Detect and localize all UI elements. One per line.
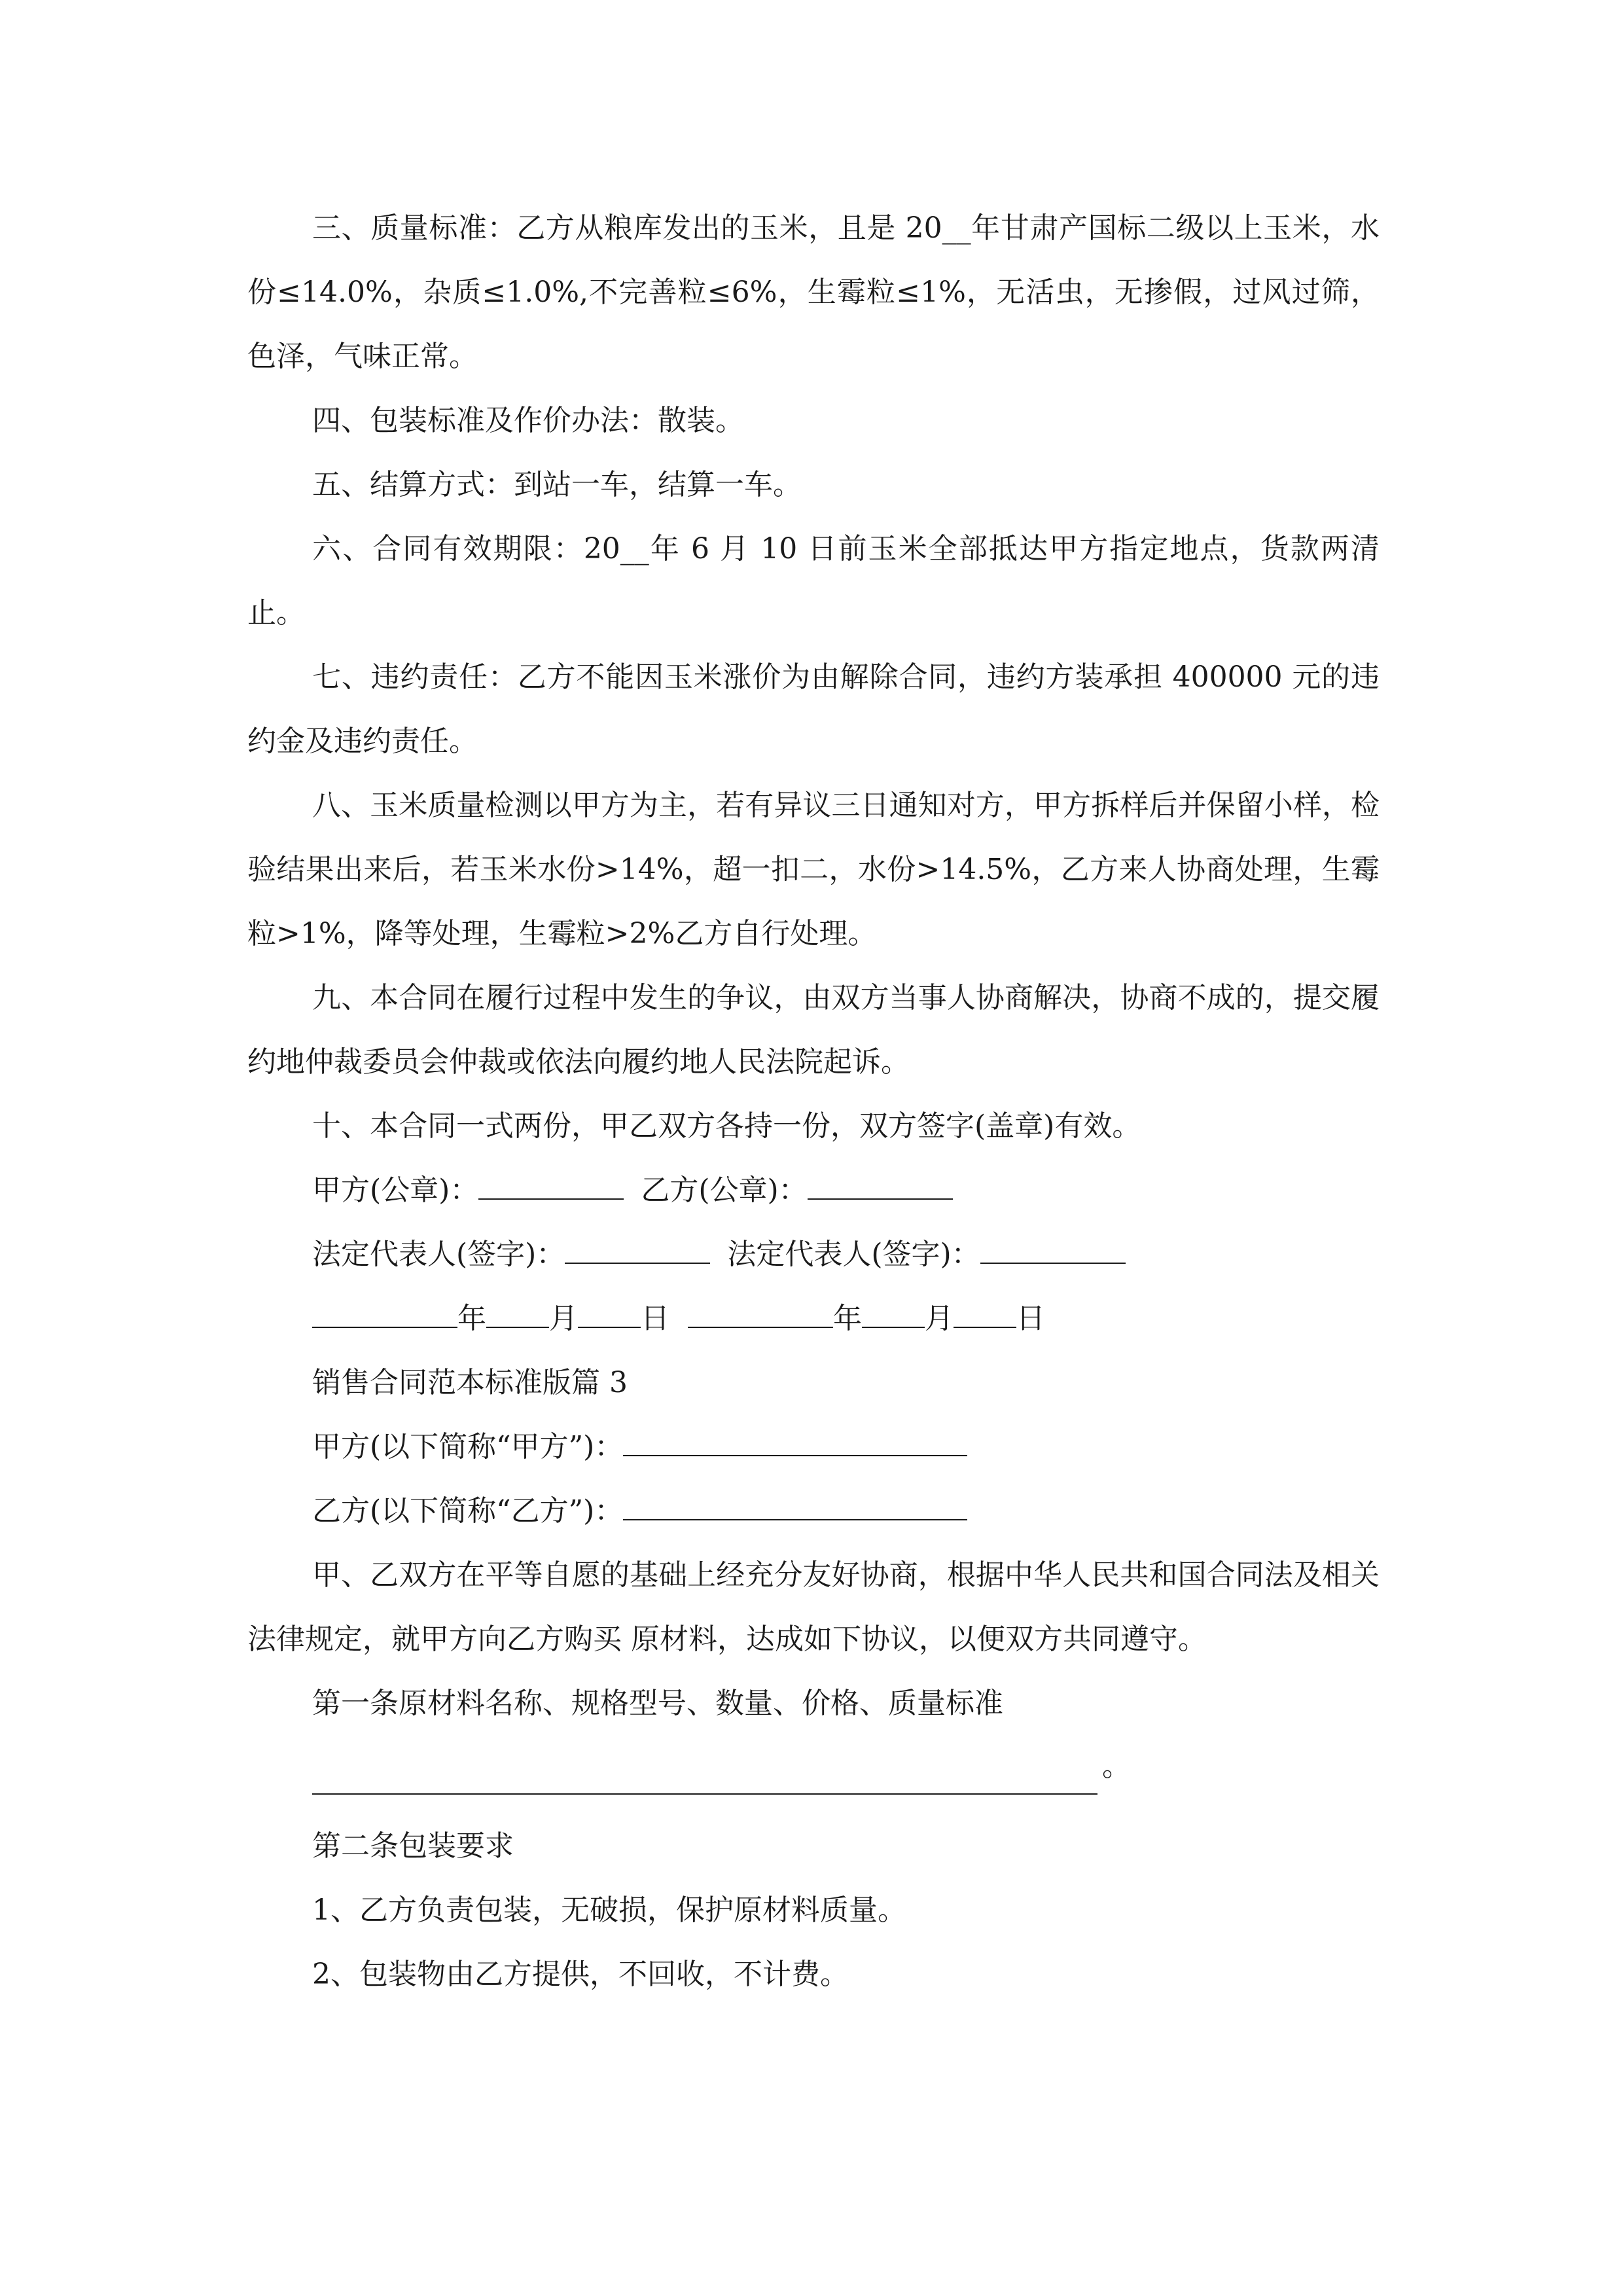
date-a-day-field[interactable] (578, 1302, 641, 1328)
date-b-month-label: 月 (925, 1302, 954, 1335)
clause-quality-standard: 三、质量标准：乙方从粮库发出的玉米，且是 20__年甘肃产国标二级以上玉米，水份≤14.0%，杂质≤1.0%,不完善粒≤6%，生霉粒≤1%，无活虫，无掺假，过风过筛，色泽，气味正常。 (247, 211, 1380, 373)
party-b-name-field[interactable] (623, 1494, 967, 1520)
date-b-day-label: 日 (1016, 1302, 1045, 1335)
clause-dispute-resolution: 九、本合同在履行过程中发生的争议，由双方当事人协商解决，协商不成的，提交履约地仲裁委员会仲裁或依法向履约地人民法院起诉。 (247, 981, 1380, 1079)
party-a-label: 甲方(以下简称“甲方”)： (312, 1430, 624, 1463)
party-a-name-field[interactable] (623, 1430, 967, 1456)
clause-copies: 十、本合同一式两份，甲乙双方各持一份，双方签字(盖章)有效。 (312, 1109, 1141, 1143)
party-a-seal-label: 甲方(公章)： (312, 1174, 479, 1207)
clause-validity-period: 六、合同有效期限：20__年 6 月 10 日前玉米全部抵达甲方指定地点，货款两清止。 (247, 532, 1380, 630)
date-a-day-label: 日 (641, 1302, 669, 1335)
article-1-field[interactable] (312, 1768, 1097, 1795)
clause-settlement: 五、结算方式：到站一车，结算一车。 (312, 468, 802, 501)
date-a-year-label: 年 (457, 1302, 486, 1335)
date-b-year-label: 年 (833, 1302, 862, 1335)
rep-b-label: 法定代表人(签字)： (727, 1238, 980, 1271)
contract-intro: 甲、乙双方在平等自愿的基础上经充分友好协商，根据中华人民共和国合同法及相关法律规定，就甲方向乙方购买 原材料，达成如下协议，以便双方共同遵守。 (247, 1558, 1380, 1656)
clause-breach-liability: 七、违约责任：乙方不能因玉米涨价为由解除合同，违约方装承担 400000 元的违约金及违约责任。 (247, 660, 1380, 758)
party-b-seal-label: 乙方(公章)： (641, 1174, 808, 1207)
party-b-line (247, 1479, 1380, 1543)
clause-quality-inspection: 八、玉米质量检测以甲方为主，若有异议三日通知对方，甲方拆样后并保留小样，检验结果出来后，若玉米水份>14%，超一扣二，水份>14.5%，乙方来人协商处理，生霉粒>1%，降等处理，生霉粒>2%乙方自行处理。 (247, 789, 1380, 950)
article-2-title: 第二条包装要求 (312, 1829, 514, 1863)
clause-packaging-pricing: 四、包装标准及作价办法：散装。 (312, 404, 744, 437)
article-2-item-1: 1、乙方负责包装，无破损，保护原材料质量。 (312, 1893, 906, 1927)
seal-line (247, 1158, 1380, 1223)
rep-b-field[interactable] (980, 1238, 1126, 1264)
article-1-title: 第一条原材料名称、规格型号、数量、价格、质量标准 (312, 1687, 1003, 1720)
section-title: 销售合同范本标准版篇 3 (312, 1366, 628, 1399)
date-a-month-label: 月 (549, 1302, 578, 1335)
party-b-label: 乙方(以下简称“乙方”)： (312, 1494, 624, 1528)
date-b-day-field[interactable] (954, 1302, 1016, 1328)
rep-a-label: 法定代表人(签字)： (312, 1238, 565, 1271)
party-a-line (247, 1415, 1380, 1479)
document-page (247, 196, 1380, 2007)
date-b-year-field[interactable] (688, 1302, 833, 1328)
party-b-seal-field[interactable] (808, 1174, 953, 1200)
date-b-month-field[interactable] (862, 1302, 925, 1328)
date-a-month-field[interactable] (486, 1302, 549, 1328)
date-line (247, 1287, 1380, 1351)
article-1-blank-line (247, 1736, 1380, 1814)
rep-a-field[interactable] (565, 1238, 710, 1264)
party-a-seal-field[interactable] (478, 1174, 624, 1200)
article-1-period: 。 (1102, 1749, 1131, 1783)
article-2-item-2: 2、包装物由乙方提供，不回收，不计费。 (312, 1958, 849, 1991)
representative-line (247, 1223, 1380, 1287)
date-a-year-field[interactable] (312, 1302, 457, 1328)
